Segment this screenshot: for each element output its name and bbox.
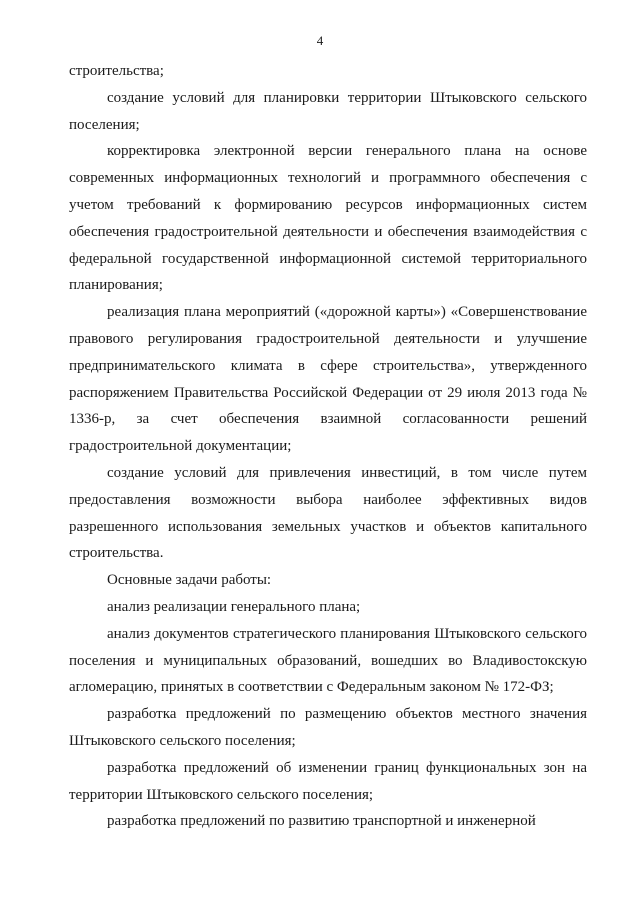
paragraph: строительства;	[69, 63, 164, 79]
paragraph: реализация плана мероприятий («дорожной карты») «Совершенствование правового регулирования градостроительной деятельности и улучшение предпринимательского климата в сфере строительства», утвержденного распоряжением Правительства Российской Федерации от 29 июля 2013 года № 1336-р, за счет обеспечения взаимной согласованности решений градостроительной документации;	[69, 304, 587, 455]
paragraph: создание условий для привлечения инвестиций, в том числе путем предоставления возможности выбора наиболее эффективных видов разрешенного использования земельных участков и объектов капитального строительства.	[69, 464, 587, 562]
page-number: 4	[316, 33, 324, 48]
document-body	[69, 58, 587, 835]
paragraph: разработка предложений по развитию транспортной и инженерной	[107, 813, 536, 830]
paragraph: разработка предложений об изменении границ функциональных зон на территории Штыковского сельского поселения;	[69, 759, 587, 803]
paragraph: анализ реализации генерального плана;	[107, 598, 361, 615]
paragraph: создание условий для планировки территории Штыковского сельского поселения;	[69, 89, 587, 133]
paragraph: разработка предложений по размещению объектов местного значения Штыковского сельского поселения;	[69, 706, 587, 749]
paragraph: Основные задачи работы:	[107, 572, 272, 589]
paragraph: анализ документов стратегического планирования Штыковского сельского поселения и муниципальных образований, вошедших во Владивостокскую агломерацию, принятых в соответствии с Федеральным законом № 172-ФЗ;	[69, 625, 587, 696]
paragraph: корректировка электронной версии генерального плана на основе современных информационных технологий и программного обеспечения с учетом требований к формированию ресурсов информационных систем обеспечения градостроительной деятельности и обеспечения взаимодействия с федеральной государственной информационной системой территориального планирования;	[69, 143, 587, 294]
